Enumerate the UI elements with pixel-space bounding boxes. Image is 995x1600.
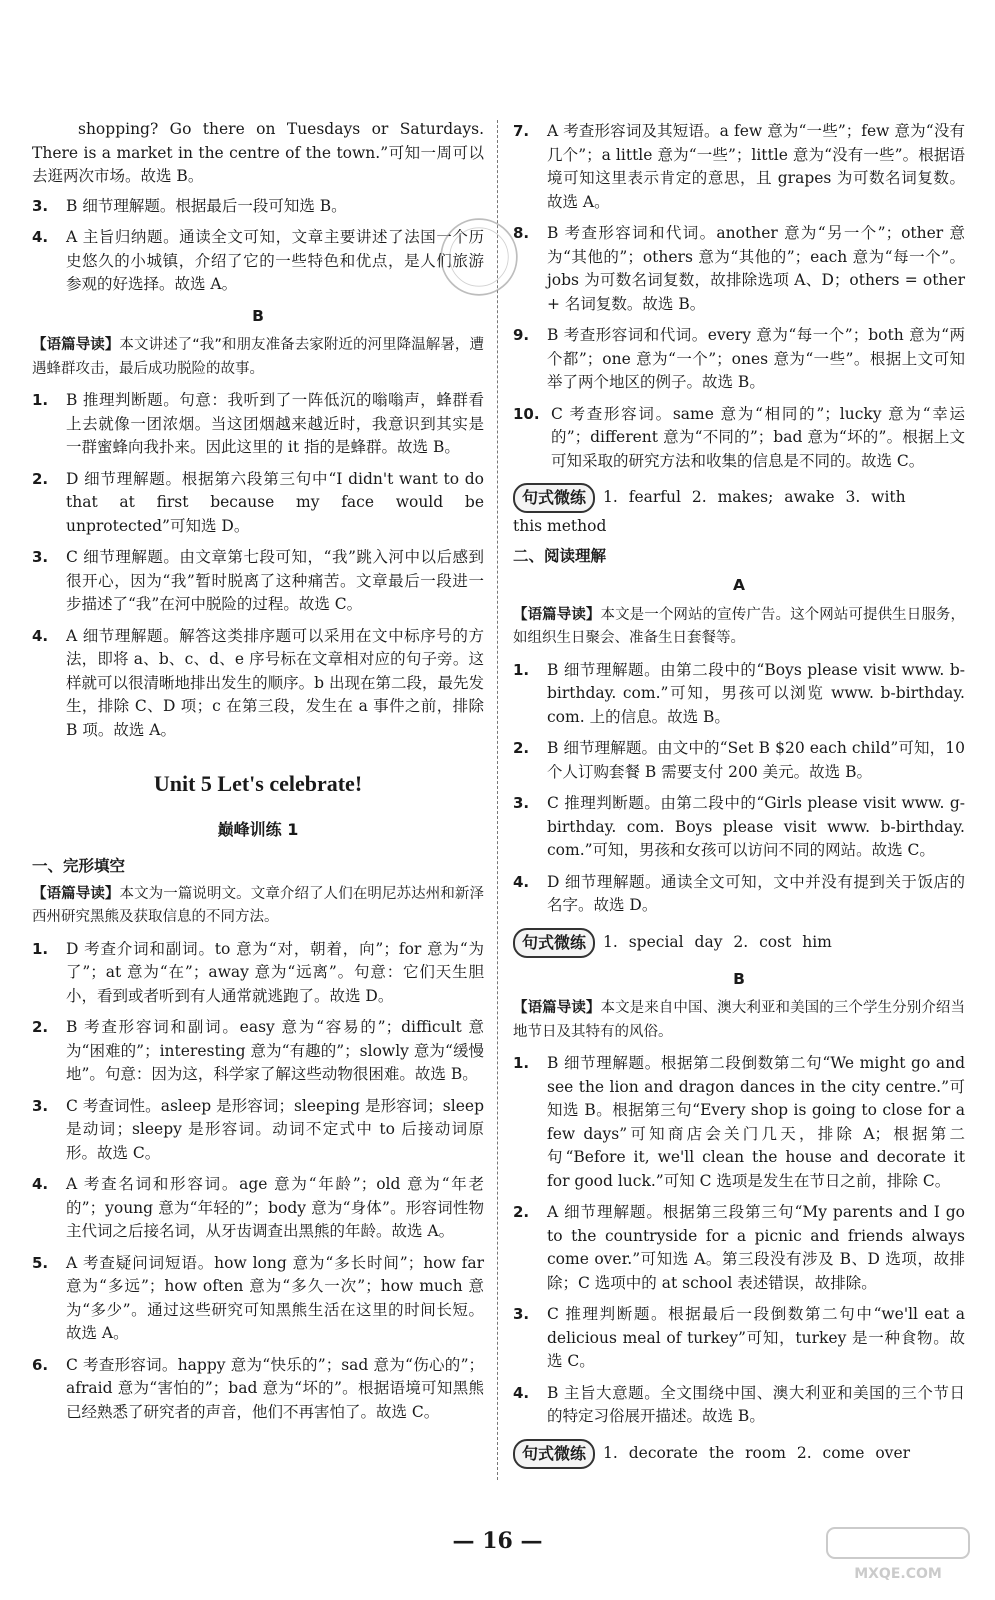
answer-number: 4.	[513, 1383, 530, 1402]
watermark-logo-icon	[823, 1524, 973, 1584]
section-heading: B	[733, 969, 745, 988]
watermark-text: MXQE.COM	[854, 1566, 942, 1582]
answer-item	[32, 625, 484, 743]
section-two-heading: 二、阅读理解	[513, 546, 607, 565]
guide-text: 本文是来自中国、澳大利亚和美国的三个学生分别介绍当地节日及其特有的风俗。	[513, 1000, 965, 1040]
answer-item	[513, 1382, 965, 1429]
guide-label: 【语篇导读】	[513, 1000, 601, 1016]
drill-badge: 句式微练	[513, 483, 595, 513]
answer-text: B 细节理解题。根据最后一段可知选 B。	[66, 196, 347, 215]
sub-title: 巅峰训练 1	[217, 819, 299, 839]
answer-number: 3.	[32, 196, 49, 215]
answer-number: 9.	[513, 326, 530, 344]
sentence-drill	[513, 483, 965, 513]
answer-text: C 考查词性。asleep 是形容词；sleeping 是形容词；sleep 是动词；sleepy 是形容词。动词不定式中 to 后接动词原形。故选 C。	[66, 1096, 484, 1162]
answer-item	[32, 226, 484, 297]
answer-number: 7.	[513, 122, 530, 140]
answer-number: 1.	[32, 391, 49, 409]
answer-text: B 细节理解题。根据第二段倒数第二句“We might go and see the lion and dragon dances in the city centre.”可知选 B。根据第三句“Every shop is going to close for a few days”可知商店会关门几天，排除 A；根据第二句“Before it, we'll clean the house and decorate it for good luck.”可知 C 选项是发生在节日之前，排除 C。	[547, 1054, 965, 1190]
answer-item	[32, 1095, 484, 1166]
answer-text: A 考查名词和形容词。age 意为“年龄”；old 意为“年老的”；young 意为“年轻的”；body 意为“身体”。形容词性物主代词之后接名词，从牙齿调查出黑熊的年龄。故选 A。	[66, 1175, 484, 1240]
answer-number: 3.	[32, 548, 49, 566]
answer-number: 2.	[32, 1018, 49, 1036]
answer-item	[32, 1354, 484, 1425]
answer-number: 8.	[513, 224, 530, 242]
answer-number: 1.	[513, 660, 530, 679]
answer-number: 3.	[513, 794, 530, 812]
answer-item	[513, 737, 965, 784]
answer-item	[513, 1201, 965, 1295]
guide-text: 本文是一个网站的宣传广告。这个网站可提供生日服务，如组织生日聚会、准备生日套餐等。	[513, 606, 965, 646]
answer-number: 10.	[513, 404, 540, 423]
section-one-heading: 一、完形填空	[32, 857, 126, 875]
answer-text: B 细节理解题。由文中的“Set B $20 each child”可知，10 个人订购套餐 B 需要支付 200 美元。故选 B。	[547, 739, 965, 781]
drill-answers-continued: this method	[513, 517, 607, 535]
guide-label: 【语篇导读】	[513, 606, 601, 623]
section-heading: A	[733, 576, 745, 594]
answer-text: D 考查介词和副词。to 意为“对，朝着，向”；for 意为“为了”；at 意为“在”；away 意为“远离”。句意：它们天生胆小，看到或者听到有人通常就逃跑了。故选 D。	[66, 939, 484, 1005]
stamp-icon	[436, 214, 522, 300]
answer-text: C 细节理解题。由文章第七段可知，“我”跳入河中以后感到很开心，因为“我”暂时脱离了这种痛苦。文章最后一段进一步描述了“我”在河中脱险的过程。故选 C。	[66, 548, 484, 613]
answer-text: A 主旨归纳题。通读全文可知，文章主要讲述了法国一个历史悠久的小城镇，介绍了它的一些特色和优点，是人们旅游参观的好选择。故选 A。	[66, 228, 484, 293]
answer-number: 4.	[32, 228, 49, 246]
answer-text: C 推理判断题。根据最后一段倒数第二句中“we'll eat a delicious meal of turkey”可知，turkey 是一种食物。故选 C。	[547, 1305, 965, 1370]
answer-text: B 考查形容词和代词。every 意为“每一个”；both 意为“两个都”；one 意为“一个”；ones 意为“一些”。根据上文可知举了两个地区的例子。故选 B。	[547, 326, 965, 391]
answer-text: D 细节理解题。根据第六段第三句中“I didn't want to do that at first because my face would be unprotected”可知选 D。	[66, 469, 484, 535]
answer-number: 1.	[32, 939, 49, 958]
guide-label: 【语篇导读】	[32, 885, 120, 902]
answer-item	[513, 1303, 965, 1374]
drill-answers: 1. fearful 2. makes; awake 3. with	[603, 488, 906, 507]
answer-item	[513, 120, 965, 214]
answer-text: C 考查形容词。happy 意为“快乐的”；sad 意为“伤心的”；afraid 意为“害怕的”；bad 意为“坏的”。根据语境可知黑熊已经熟悉了研究者的声音，他们不再害怕了。故选 C。	[66, 1355, 484, 1421]
answer-text: A 考查疑问词短语。how long 意为“多长时间”；how far 意为“多远”；how often 意为“多久一次”；how much 意为“多少”。通过这些研究可知黑熊生活在这里的时间长短。故选 A。	[66, 1253, 484, 1342]
answer-text: A 考查形容词及其短语。a few 意为“一些”；few 意为“没有几个”；a little 意为“一些”；little 意为“没有一些”。根据语境可知这里表示肯定的意思，且 grapes 为可数名词复数。故选 A。	[547, 122, 965, 211]
answer-text: B 推理判断题。句意：我听到了一阵低沉的嗡嗡声，蜂群看上去就像一团浓烟。当这团烟越来越近时，我意识到其实是一群蜜蜂向我扑来。因此这里的 it 指的是蜂群。故选 B。	[66, 391, 484, 456]
passage-guide	[32, 334, 484, 381]
sentence-drill	[513, 1439, 965, 1469]
answer-text: B 主旨大意题。全文围绕中国、澳大利亚和美国的三个节日的特定习俗展开描述。故选 B。	[547, 1383, 965, 1425]
guide-text: 本文讲述了“我”和朋友准备去家附近的河里降温解暑，遭遇蜂群攻击，最后成功脱险的故事。	[32, 337, 485, 377]
passage-guide	[513, 997, 965, 1044]
right-column	[513, 118, 965, 1479]
drill-answers: 1. special day 2. cost him	[603, 932, 832, 951]
answer-number: 3.	[32, 1096, 49, 1115]
drill-badge: 句式微练	[513, 928, 595, 958]
answer-item	[513, 1052, 965, 1193]
answer-text: B 考查形容词和副词。easy 意为“容易的”；difficult 意为“困难的”；interesting 意为“有趣的”；slowly 意为“缓慢地”。句意：因为这，科学家了解这些动物很困难。故选 B。	[66, 1018, 484, 1083]
answer-item	[32, 468, 484, 539]
passage-guide	[513, 604, 965, 651]
answer-number: 2.	[513, 739, 530, 757]
answer-item	[32, 1016, 484, 1087]
answer-item	[32, 389, 484, 460]
sentence-drill	[513, 928, 965, 958]
answer-number: 1.	[513, 1054, 530, 1072]
answer-number: 6.	[32, 1355, 49, 1374]
answer-number: 5.	[32, 1253, 49, 1272]
answer-number: 2.	[513, 1203, 530, 1221]
answer-text: A 细节理解题。解答这类排序题可以采用在文中标序号的方法，即将 a、b、c、d、e 序号标在文章相对应的句子旁。这样就可以很清晰地排出发生的顺序。b 出现在第二段，最先发生，排除 C、D 项；c 在第三段，发生在 a 事件之前，排除 B 项。故选 A。	[66, 626, 484, 739]
answer-text: B 考查形容词和代词。another 意为“另一个”；other 意为“其他的”；others 意为“其他的”；each 意为“每一个”。jobs 为可数名词复数，故排除选项 A、D；others = other + 名词复数。故选 B。	[547, 224, 965, 313]
drill-answers: 1. decorate the room 2. come over	[603, 1443, 911, 1462]
column-divider	[497, 120, 498, 1480]
answer-item	[32, 1173, 484, 1244]
unit-title: Unit 5 Let's celebrate!	[153, 771, 363, 796]
answer-text: A 细节理解题。根据第三段第三句“My parents and I go to the countryside for a picnic and friends always come over.”可知选 A。第三段没有涉及 B、D 选项，故排除；C 选项中的 at school 表述错误，故排除。	[547, 1203, 965, 1292]
passage-guide	[32, 883, 484, 930]
answer-text: D 细节理解题。通读全文可知，文中并没有提到关于饭店的名字。故选 D。	[547, 872, 965, 914]
answer-item	[32, 1252, 484, 1346]
answer-item	[513, 403, 965, 474]
answer-item	[513, 871, 965, 918]
answer-item	[513, 324, 965, 395]
answer-text: B 细节理解题。由第二段中的“Boys please visit www. b-birthday. com.”可知，男孩可以浏览 www. b-birthday. com. 上的信息。故选 B。	[547, 660, 965, 726]
answer-item	[513, 792, 965, 863]
intro-paragraph: shopping? Go there on Tuesdays or Saturdays. There is a market in the centre of the town.”可知一周可以去逛两次市场。故选 B。	[32, 120, 484, 185]
guide-text: 本文为一篇说明文。文章介绍了人们在明尼苏达州和新泽西州研究黑熊及获取信息的不同方法。	[32, 885, 484, 925]
answer-number: 2.	[32, 469, 49, 488]
answer-item	[32, 938, 484, 1009]
left-column	[32, 118, 484, 1432]
answer-number: 4.	[513, 872, 530, 891]
answer-number: 4.	[32, 1175, 49, 1193]
answer-text: C 考查形容词。same 意为“相同的”；lucky 意为“幸运的”；different 意为“不同的”；bad 意为“坏的”。根据上文可知采取的研究方法和收集的信息是不同的。故选 C。	[551, 404, 965, 470]
answer-text: C 推理判断题。由第二段中的“Girls please visit www. g-birthday. com. Boys please visit www. b-birthday. com.”可知，男孩和女孩可以访问不同的网站。故选 C。	[547, 794, 965, 859]
answer-number: 3.	[513, 1305, 530, 1323]
drill-badge: 句式微练	[513, 1439, 595, 1469]
answer-number: 4.	[32, 626, 49, 645]
section-heading: B	[252, 306, 264, 325]
answer-item	[32, 195, 484, 219]
guide-label: 【语篇导读】	[32, 337, 120, 353]
page-number: — 16 —	[452, 1528, 543, 1554]
answer-item	[32, 546, 484, 617]
answer-item	[513, 222, 965, 316]
answer-item	[513, 659, 965, 730]
